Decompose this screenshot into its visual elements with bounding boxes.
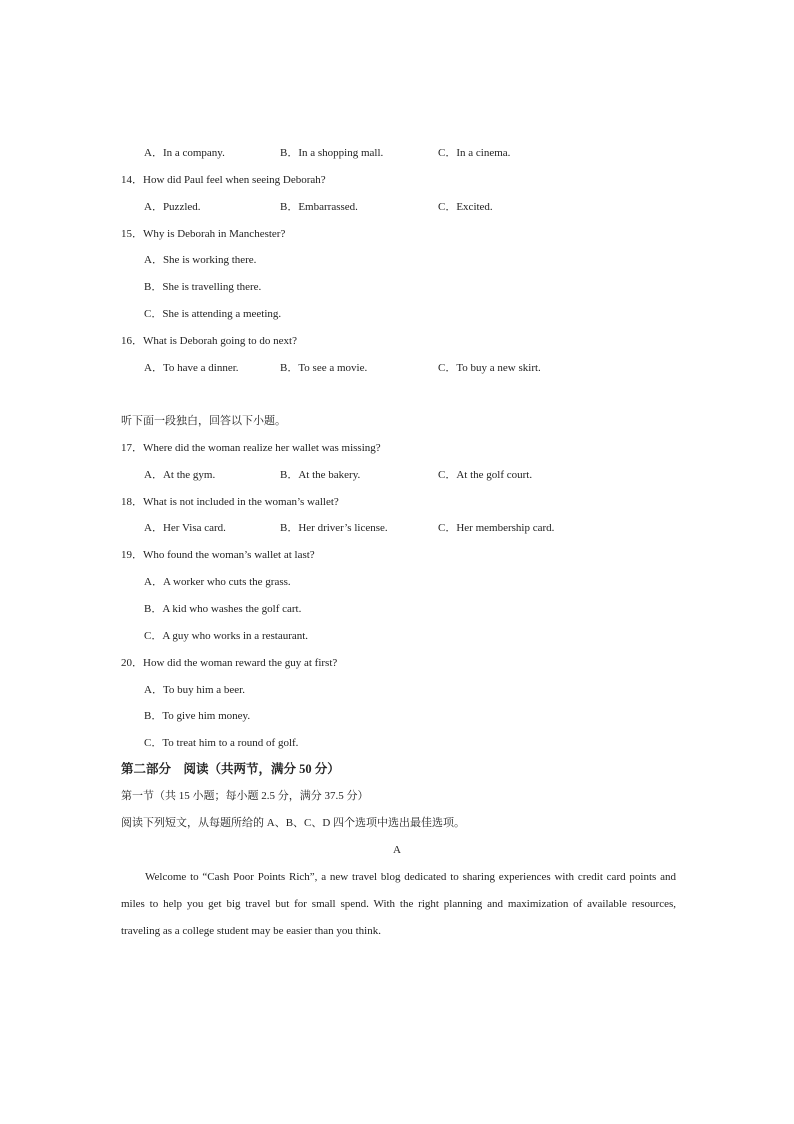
- q19-stem: 19．Who found the woman’s wallet at last?: [121, 549, 315, 561]
- q14-option-c: C．Excited.: [438, 201, 493, 213]
- q15-option-b: B．She is travelling there.: [144, 281, 262, 293]
- q13-option-a: A．In a company.: [144, 147, 225, 159]
- passage-label: A: [393, 844, 401, 856]
- reading-instruction: 阅读下列短文，从每题所给的 A、B、C、D 四个选项中选出最佳选项。: [121, 817, 466, 829]
- q18-option-a: A．Her Visa card.: [144, 522, 226, 534]
- q15-stem: 15．Why is Deborah in Manchester?: [121, 228, 286, 240]
- q19-option-b: B．A kid who washes the golf cart.: [144, 603, 302, 615]
- q17-option-a: A．At the gym.: [144, 469, 216, 481]
- q19-option-a: A．A worker who cuts the grass.: [144, 576, 291, 588]
- q20-option-a: A．To buy him a beer.: [144, 684, 245, 696]
- q17-option-c: C．At the golf court.: [438, 469, 533, 481]
- section1-heading: 第一节（共 15 小题；每小题 2.5 分，满分 37.5 分）: [121, 790, 369, 802]
- q17-option-b: B．At the bakery.: [280, 469, 361, 481]
- q19-option-c: C．A guy who works in a restaurant.: [144, 630, 309, 642]
- q13-option-b: B．In a shopping mall.: [280, 147, 384, 159]
- q14-option-b: B．Embarrassed.: [280, 201, 358, 213]
- q15-option-c: C．She is attending a meeting.: [144, 308, 282, 320]
- part2-heading: 第二部分 阅读（共两节，满分 50 分）: [121, 762, 340, 776]
- q15-option-a: A．She is working there.: [144, 254, 257, 266]
- q16-stem: 16．What is Deborah going to do next?: [121, 335, 297, 347]
- q16-option-a: A．To have a dinner.: [144, 362, 239, 374]
- q16-option-b: B．To see a movie.: [280, 362, 368, 374]
- passage-paragraph: Welcome to “Cash Poor Points Rich”, a new travel blog dedicated to sharing experiences with credit card points and miles to help you get big travel but for small spend. With the right planning and maximization of available resources, traveling as a college student may be easier than you think.: [121, 871, 676, 937]
- q20-option-c: C．To treat him to a round of golf.: [144, 737, 299, 749]
- q16-option-c: C．To buy a new skirt.: [438, 362, 541, 374]
- q17-stem: 17．Where did the woman realize her wallet was missing?: [121, 442, 381, 454]
- q20-option-b: B．To give him money.: [144, 710, 251, 722]
- q14-stem: 14．How did Paul feel when seeing Deborah?: [121, 174, 326, 186]
- q20-stem: 20．How did the woman reward the guy at first?: [121, 657, 338, 669]
- q18-option-c: C．Her membership card.: [438, 522, 555, 534]
- q13-option-c: C．In a cinema.: [438, 147, 511, 159]
- monologue-instruction: 听下面一段独白，回答以下小题。: [121, 415, 286, 427]
- q14-option-a: A．Puzzled.: [144, 201, 201, 213]
- q18-option-b: B．Her driver’s license.: [280, 522, 388, 534]
- q18-stem: 18．What is not included in the woman’s wallet?: [121, 496, 339, 508]
